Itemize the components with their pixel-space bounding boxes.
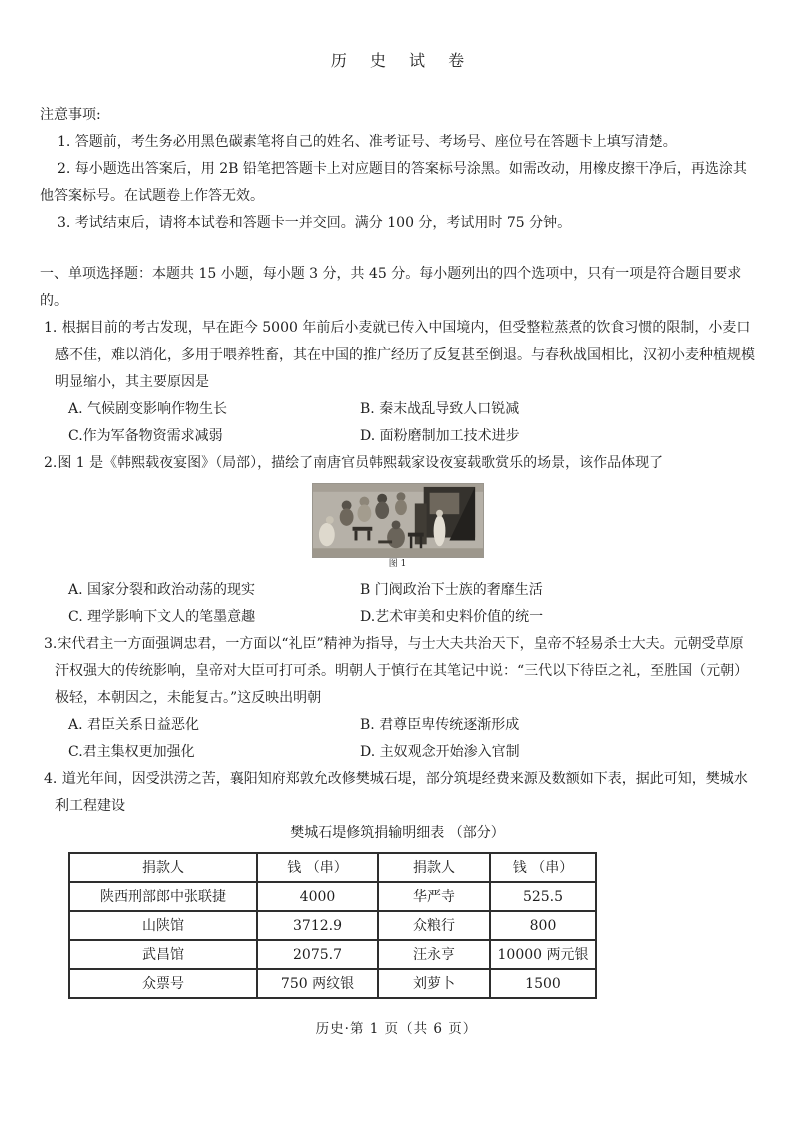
table-cell: 1500	[490, 969, 596, 998]
option-b: B 门阀政治下士族的奢靡生活	[360, 582, 543, 598]
table-cell: 10000 两元银	[490, 940, 596, 969]
option-a: A. 国家分裂和政治动荡的现实	[68, 582, 256, 598]
option-row	[40, 423, 755, 450]
table-cell: 汪永亨	[378, 940, 490, 969]
option-row	[40, 604, 755, 631]
option-d: D. 主奴观念开始渗入官制	[360, 744, 520, 760]
table-cell: 525.5	[490, 882, 596, 911]
table-row	[69, 969, 596, 998]
option-a: A. 气候剧变影响作物生长	[68, 401, 228, 417]
section-heading: 一、单项选择题：本题共 15 小题，每小题 3 分，共 45 分。每小题列出的四个选项中，只有一项是符合题目要求的。	[40, 266, 742, 309]
option-b: B. 君尊臣卑传统逐渐形成	[360, 717, 520, 733]
table-cell: 800	[490, 911, 596, 940]
table-cell: 陕西刑部郎中张联捷	[69, 882, 257, 911]
page-title: 历 史 试 卷	[330, 51, 474, 70]
table-header-cell: 捐款人	[69, 853, 257, 882]
table-cell: 750 两纹银	[257, 969, 378, 998]
option-c: C. 理学影响下文人的笔墨意趣	[68, 609, 256, 625]
table-cell: 山陕馆	[69, 911, 257, 940]
figure-block	[40, 483, 755, 571]
question-1	[40, 315, 755, 450]
option-row	[40, 712, 755, 739]
table-cell: 武昌馆	[69, 940, 257, 969]
notice-heading: 注意事项:	[40, 107, 101, 123]
option-row	[40, 396, 755, 423]
table-header-cell: 捐款人	[378, 853, 490, 882]
table-cell: 3712.9	[257, 911, 378, 940]
question-2	[40, 450, 755, 631]
question-stem: 3.宋代君主一方面强调忠君，一方面以“礼臣”精神为指导，与士大夫共治天下，皇帝不轻易杀士大夫。元朝受草原汗权强大的传统影响，皇帝对大臣可打可杀。明朝人于慎行在其笔记中说：“三代以下待臣之礼，至胜国（元朝） 极轻，本朝因之，未能复古。”这反映出明朝	[44, 636, 749, 706]
option-d: D. 面粉磨制加工技术进步	[360, 428, 520, 444]
table-cell: 华严寺	[378, 882, 490, 911]
table-row	[69, 911, 596, 940]
option-a: A. 君臣关系日益恶化	[68, 717, 200, 733]
figure-caption: 图 1	[388, 559, 407, 569]
table-cell: 众票号	[69, 969, 257, 998]
question-stem: 2.图 1 是《韩熙载夜宴图》（局部），描绘了南唐官员韩熙载家设夜宴载歌赏乐的场景，该作品体现了	[44, 455, 664, 471]
notice-item: 2. 每小题选出答案后，用 2B 铅笔把答题卡上对应题目的答案标号涂黑。如需改动，用橡皮擦干净后，再选涂其他答案标号。在试题卷上作答无效。	[40, 161, 747, 204]
donation-table	[68, 852, 597, 999]
question-4	[40, 766, 755, 999]
option-row	[40, 577, 755, 604]
table-cell: 2075.7	[257, 940, 378, 969]
table-row	[69, 940, 596, 969]
option-c: C.作为军备物资需求减弱	[68, 428, 223, 444]
table-cell: 众粮行	[378, 911, 490, 940]
question-3	[40, 631, 755, 766]
notice-item: 3. 考试结束后，请将本试卷和答题卡一并交回。满分 100 分，考试用时 75 分钟。	[57, 215, 572, 231]
option-b: B. 秦末战乱导致人口锐减	[360, 401, 520, 417]
table-row	[69, 882, 596, 911]
table-header-cell: 钱 （串）	[257, 853, 378, 882]
question-stem: 1. 根据目前的考古发现，早在距今 5000 年前后小麦就已传入中国境内，但受整粒蒸煮的饮食习惯的限制，小麦口感不佳，难以消化，多用于喂养牲畜，其在中国的推广经历了反复甚至倒退。与春秋战国相比，汉初小麦种植规模明显缩小，其主要原因是	[44, 320, 755, 390]
question-stem: 4. 道光年间，因受洪涝之苦，襄阳知府郑敦允改修樊城石堤，部分筑堤经费来源及数额如下表，据此可知，樊城水利工程建设	[44, 771, 748, 814]
notice-item: 1. 答题前，考生务必用黑色碳素笔将自己的姓名、准考证号、考场号、座位号在答题卡上填写清楚。	[57, 134, 677, 150]
table-cell: 4000	[257, 882, 378, 911]
option-d: D.艺术审美和史料价值的统一	[360, 609, 544, 625]
donation-table-title: 樊城石堤修筑捐输明细表 （部分）	[290, 825, 505, 841]
table-header-cell: 钱 （串）	[490, 853, 596, 882]
table-cell: 刘萝卜	[378, 969, 490, 998]
table-header-row	[69, 853, 596, 882]
han-xizai-painting-image	[312, 483, 484, 558]
option-row	[40, 739, 755, 766]
page-footer: 历史·第 1 页（共 6 页）	[315, 1021, 478, 1037]
option-c: C.君主集权更加强化	[68, 744, 195, 760]
